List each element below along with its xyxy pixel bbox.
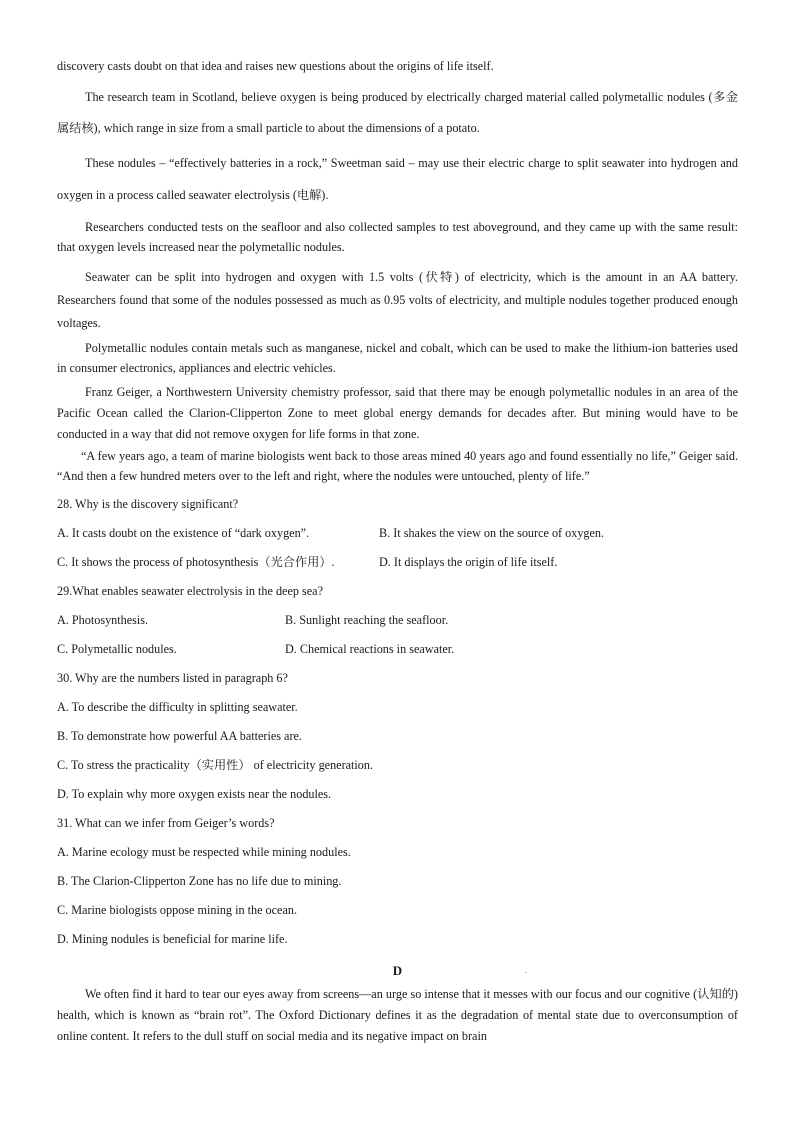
question-stem: 31. What can we infer from Geiger’s words? [57, 815, 275, 830]
question-29 [57, 577, 738, 664]
option-a: A. Photosynthesis. [57, 612, 149, 627]
paragraph: Seawater can be split into hydrogen and oxygen with 1.5 volts (伏特) of electricity, which is the amount in an AA battery. Researchers found that some of the nodules possessed as much as 0.95 volts of electricity, and multiple nodules together produced enough voltages. [57, 269, 738, 330]
section-heading: D [392, 962, 403, 978]
option-c: C. Marine biologists oppose mining in the ocean. [57, 902, 297, 917]
paragraph: Polymetallic nodules contain metals such as manganese, nickel and cobalt, which can be used to make the lithium-ion batteries used in consumer electronics, appliances and electric vehicles. [57, 340, 738, 375]
paragraph: We often find it hard to tear our eyes away from screens—an urge so intense that it messes with our focus and our cognitive (认知的) health, which is known as “brain rot”. The Oxford Dictionary defines it as the degradation of mental state due to overconsumption of online content. It refers to the dull stuff on social media and its negative impact on brain [57, 986, 738, 1043]
question-30 [57, 664, 738, 809]
option-a: A. To describe the difficulty in splitting seawater. [57, 699, 298, 714]
paragraph: These nodules – “effectively batteries in a rock,” Sweetman said – may use their electric charge to split seawater into hydrogen and oxygen in a process called seawater electrolysis (电解). [57, 155, 738, 202]
question-28 [57, 490, 738, 577]
question-stem: 28. Why is the discovery significant? [57, 496, 239, 511]
option-d: D. To explain why more oxygen exists near the nodules. [57, 786, 332, 801]
paragraph: Franz Geiger, a Northwestern University chemistry professor, said that there may be enough polymetallic nodules in an area of the Pacific Ocean called the Clarion-Clipperton Zone to meet global energy demands for decades after. But mining would have to be conducted in a way that did not remove oxygen for life forms in that zone. [57, 384, 738, 441]
option-b: B. To demonstrate how powerful AA batteries are. [57, 728, 302, 743]
question-stem: 29.What enables seawater electrolysis in the deep sea? [57, 583, 323, 598]
option-b: B. It shakes the view on the source of oxygen. [379, 525, 605, 540]
option-d: D. It displays the origin of life itself. [379, 554, 558, 569]
option-c: C. To stress the practicality（实用性） of electricity generation. [57, 757, 374, 772]
stray-dot: . [525, 966, 527, 975]
option-c: C. Polymetallic nodules. [57, 641, 177, 656]
option-b: B. Sunlight reaching the seafloor. [285, 612, 449, 627]
option-c: C. It shows the process of photosynthesis（光合作用）. [57, 554, 335, 569]
option-a: A. It casts doubt on the existence of “dark oxygen”. [57, 525, 310, 540]
question-31 [57, 809, 738, 954]
paragraph: Researchers conducted tests on the seafloor and also collected samples to test aboveground, and they came up with the same result: that oxygen levels increased near the polymetallic nodules. [57, 219, 738, 254]
paragraph: “A few years ago, a team of marine biologists went back to those areas mined 40 years ago and found essentially no life,” Geiger said. “And then a few hundred meters over to the left and right, where the nodules were untouched, plenty of life.” [57, 448, 738, 483]
paragraph: discovery casts doubt on that idea and raises new questions about the origins of life itself. [57, 59, 494, 73]
question-stem: 30. Why are the numbers listed in paragraph 6? [57, 670, 288, 685]
option-d: D. Mining nodules is beneficial for marine life. [57, 931, 288, 946]
document-page [57, 56, 738, 1047]
option-d: D. Chemical reactions in seawater. [285, 641, 455, 656]
option-b: B. The Clarion-Clipperton Zone has no life due to mining. [57, 873, 342, 888]
paragraph: The research team in Scotland, believe oxygen is being produced by electrically charged material called polymetallic nodules (多金属结核), which range in size from a small particle to about the dimensions of a potato. [57, 89, 738, 135]
option-a: A. Marine ecology must be respected while mining nodules. [57, 844, 351, 859]
